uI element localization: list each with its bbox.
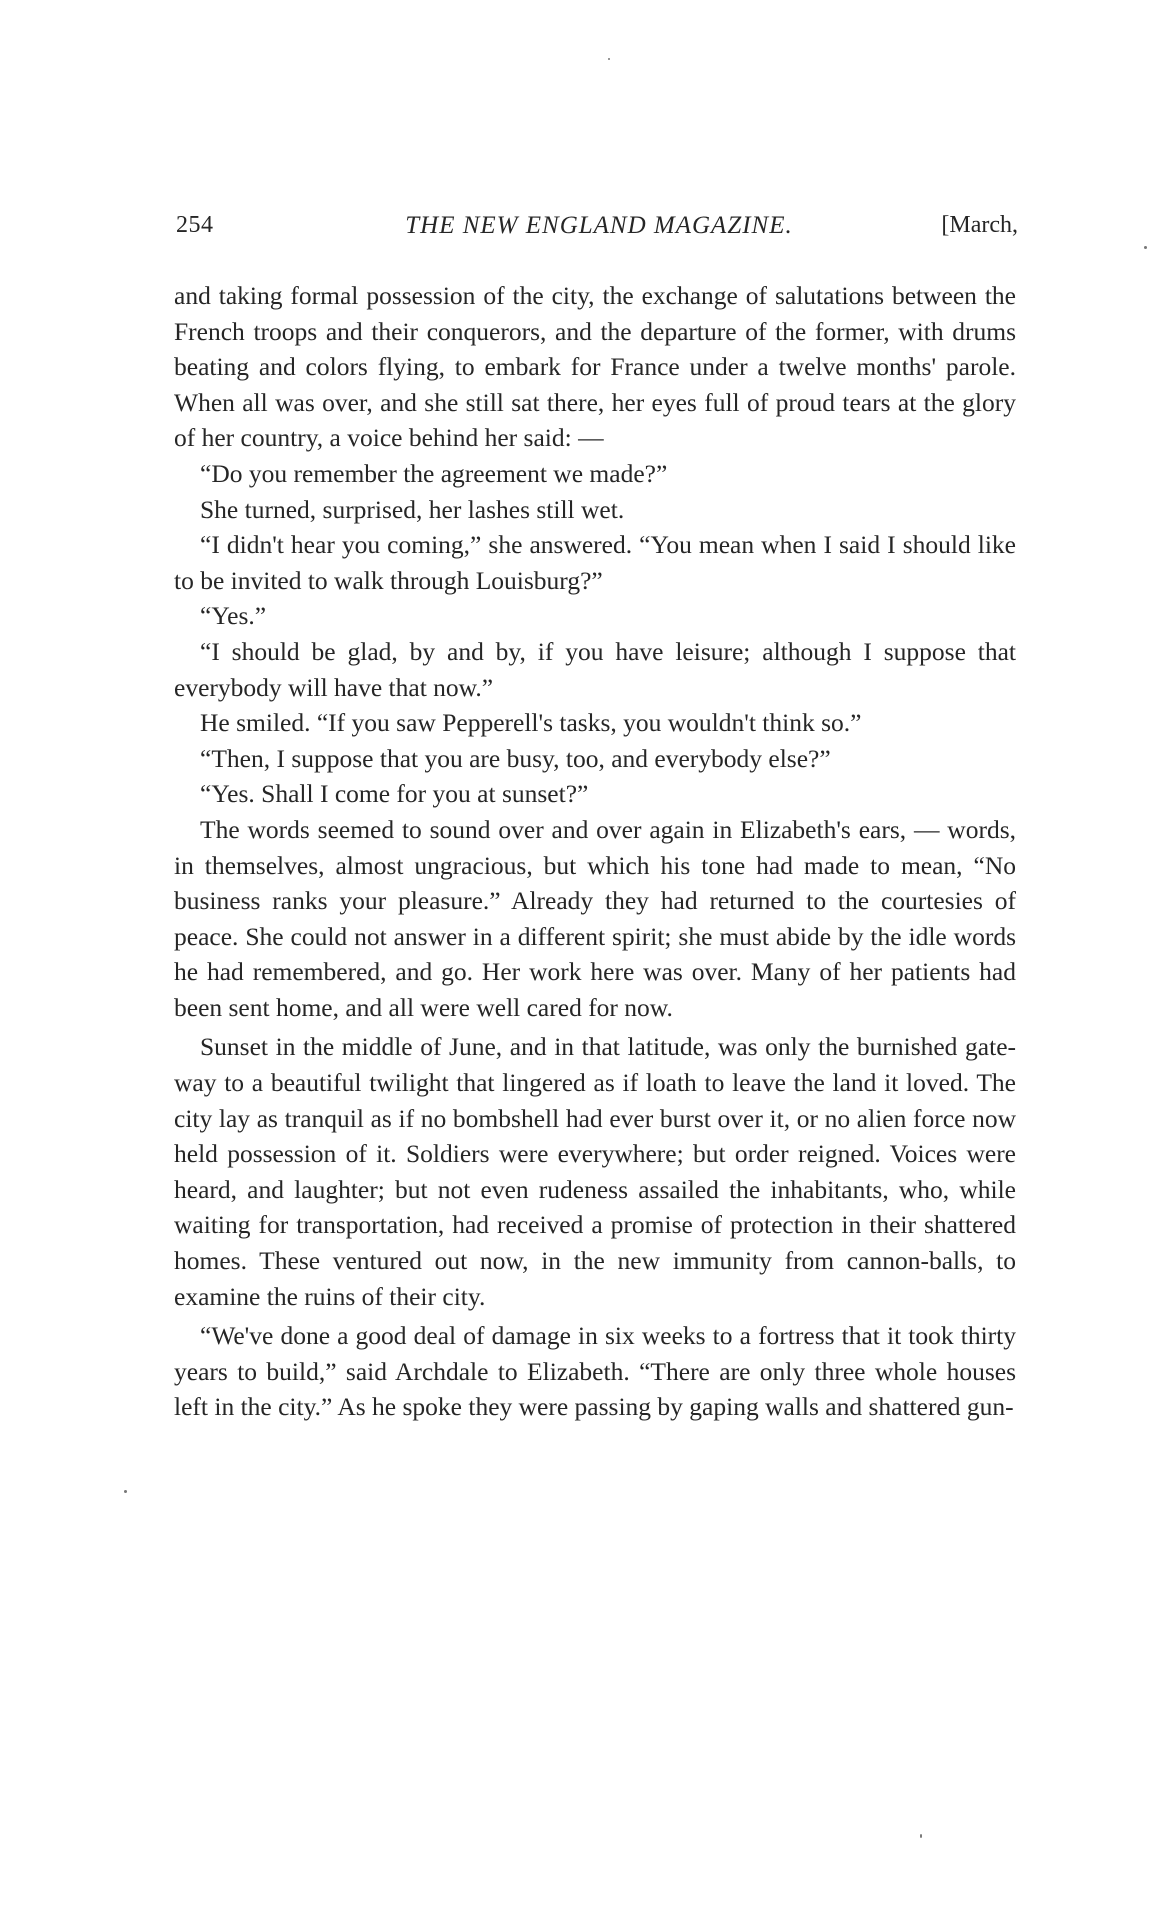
paragraph: “I should be glad, by and by, if you have leisure; although I suppose that everybody will have that now.”: [174, 636, 1016, 702]
paragraph: “We've done a good deal of damage in six weeks to a fortress that it took thirty years to build,” said Archdale to Elizabeth. “There are only three whole houses left in the city.” As he spoke they were passing by gaping walls and shattered gun-: [174, 1321, 1016, 1422]
scan-speck: [124, 1490, 127, 1493]
scan-speck: [608, 58, 610, 60]
page-number: 254: [176, 212, 214, 238]
paragraph: The words seemed to sound over and over again in Elizabeth's ears, — words, in themselves, almost ungracious, but which his tone had made to mean, “No business ranks your pleasure.” Already they had returned to the courtesies of peace. She could not answer in a different spirit; she must abide by the idle words he had remembered, and go. Her work here was over. Many of her patients had been sent home, and all were well cared for now.: [174, 814, 1016, 1022]
paragraph: and taking formal possession of the city, the exchange of salutations between the French troops and their conquerors, and the departure of the former, with drums beating and colors flying, to embark for France under a twelve months' parole. When all was over, and she still sat there, her eyes full of proud tears at the glory of her country, a voice behind her said: —: [174, 281, 1016, 453]
article-body: [174, 278, 1016, 1425]
paragraph: “Yes. Shall I come for you at sunset?”: [200, 779, 589, 809]
paragraph: She turned, surprised, her lashes still wet.: [200, 494, 625, 524]
paragraph: “I didn't hear you coming,” she answered. “You mean when I said I should like to be invited to walk through Louisburg?”: [174, 530, 1016, 595]
scan-speck: [920, 1834, 922, 1838]
paragraph: “Do you remember the agreement we made?”: [200, 458, 668, 488]
paragraph: “Then, I suppose that you are busy, too, and everybody else?”: [200, 743, 831, 773]
paragraph: “Yes.”: [200, 601, 267, 631]
page-header: [176, 212, 1022, 252]
scan-speck: [1144, 246, 1147, 249]
header-month: [March,: [941, 212, 1018, 238]
running-title: THE NEW ENGLAND MAGAZINE.: [405, 212, 793, 239]
paragraph: He smiled. “If you saw Pepperell's tasks, you wouldn't think so.”: [200, 708, 862, 738]
paragraph: Sunset in the middle of June, and in that latitude, was only the burnished gate-way to a beautiful twilight that lingered as if loath to leave the land it loved. The city lay as tranquil as if no bombshell had ever burst over it, or no alien force now held possession of it. Soldiers were everywhere; but order reigned. Voices were heard, and laughter; but not even rudeness assailed the inhabitants, who, while waiting for transportation, had received a promise of protection in their shattered homes. These ventured out now, in the new immunity from cannon-balls, to examine the ruins of their city.: [174, 1032, 1016, 1311]
